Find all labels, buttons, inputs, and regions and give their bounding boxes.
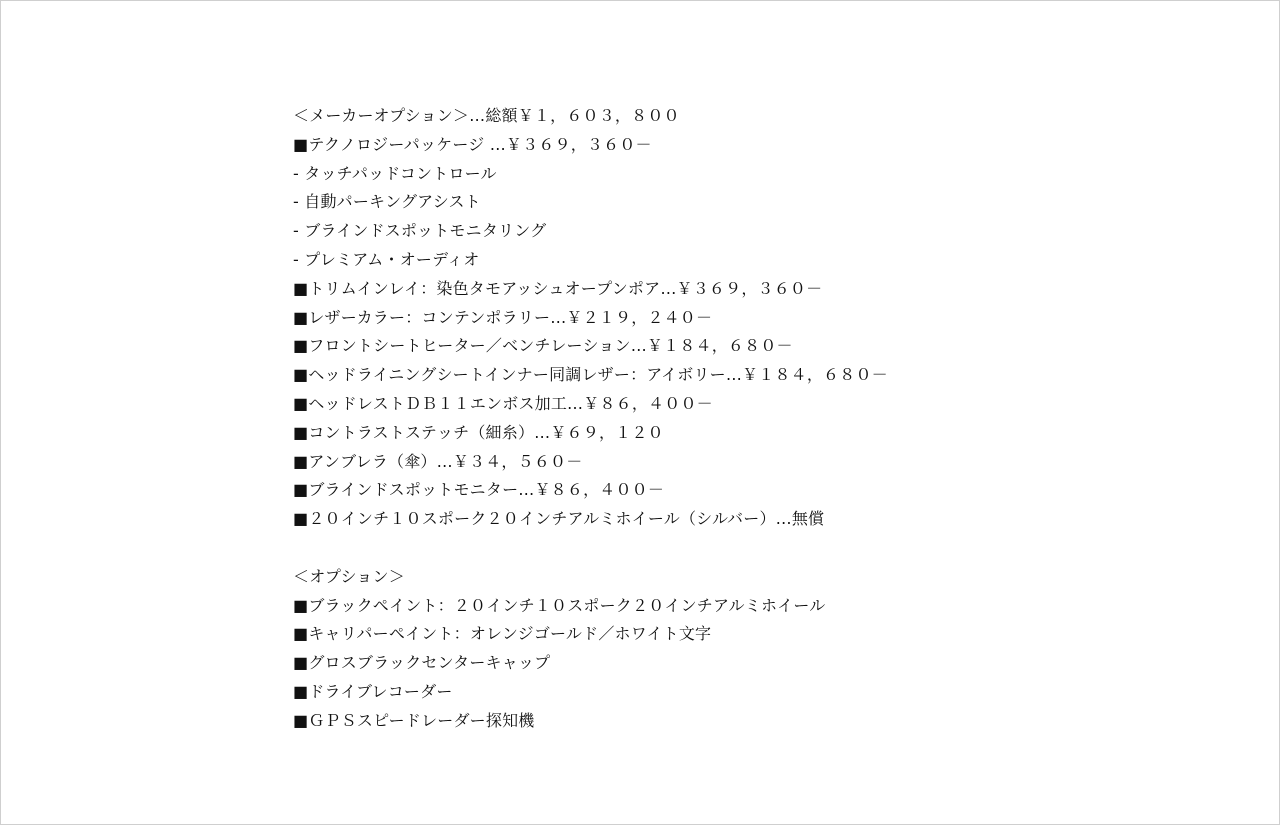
maker-option-line: ■トリムインレイ：染色タモアッシュオープンポア…￥３６９，３６０－ [293, 278, 823, 298]
section-spacer [293, 534, 1193, 563]
options-document [293, 102, 1193, 736]
maker-options-heading: ＜メーカーオプション＞…総額￥１，６０３，８００ [293, 106, 680, 125]
maker-option-line: - タッチパッドコントロール [293, 163, 497, 183]
maker-option-line: ■フロントシートヒーター／ベンチレーション…￥１８４，６８０－ [293, 336, 793, 356]
maker-option-line: ■レザーカラー：コンテンポラリー…￥２１９，２４０－ [293, 307, 713, 327]
options-heading: ＜オプション＞ [293, 566, 405, 586]
option-line: ■ドライブレコーダー [293, 681, 453, 701]
option-line: ■ブラックペイント：２０インチ１０スポーク２０インチアルミホイール [293, 595, 826, 615]
maker-option-line: ■２０インチ１０スポーク２０インチアルミホイール（シルバー）…無償 [293, 509, 825, 529]
maker-option-line: ■アンブレラ（傘）…￥３４，５６０－ [293, 451, 583, 471]
maker-option-line: ■ヘッドレストＤＢ１１エンボス加工…￥８６，４００－ [293, 393, 713, 413]
maker-option-line: ■テクノロジーパッケージ …￥３６９，３６０－ [293, 134, 652, 154]
maker-option-line: ■コントラストステッチ（細糸）…￥６９，１２０ [293, 422, 664, 442]
maker-option-line: - ブラインドスポットモニタリング [293, 221, 547, 241]
option-line: ■グロスブラックセンターキャップ [293, 653, 551, 673]
option-line: ■ＧＰＳスピードレーダー探知機 [293, 710, 535, 730]
maker-option-line: ■ブラインドスポットモニター…￥８６，４００－ [293, 480, 665, 500]
maker-option-line: - 自動パーキングアシスト [293, 192, 481, 212]
maker-option-line: - プレミアム・オーディオ [293, 249, 480, 269]
maker-option-line: ■ヘッドライニングシートインナー同調レザー：アイボリー…￥１８４，６８０－ [293, 365, 888, 385]
option-line: ■キャリパーペイント：オレンジゴールド／ホワイト文字 [293, 624, 712, 644]
